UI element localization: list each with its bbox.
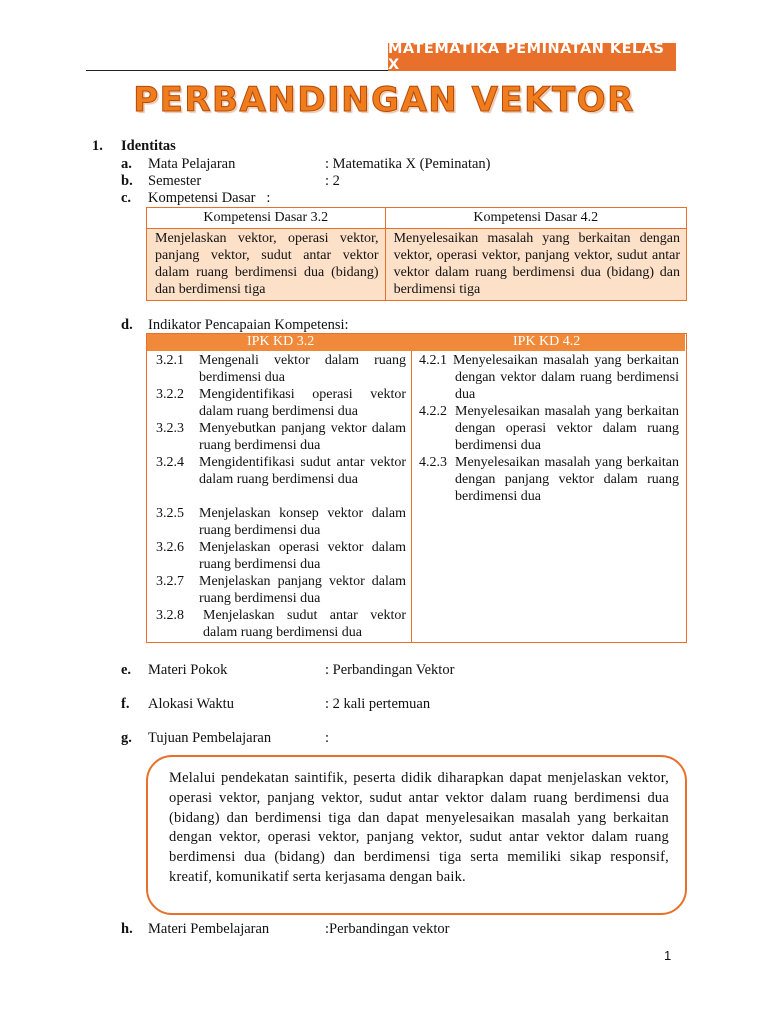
ipk-item-number: 3.2.3 xyxy=(156,421,184,436)
ipk-item-number: 3.2.1 xyxy=(156,353,184,368)
materi-pokok-value: : Perbandingan Vektor xyxy=(325,662,455,678)
ipk-header-row xyxy=(147,334,685,351)
ipk-item-number: 3.2.8 xyxy=(156,608,184,623)
ipk-item-3-2-5 xyxy=(156,505,408,539)
item-letter-f: f. xyxy=(121,696,130,712)
materi-pokok-label: Materi Pokok xyxy=(148,662,228,678)
ipk-item-text: Mengidentifikasi operasi vektor dalam ruang berdimensi dua xyxy=(199,387,406,419)
ipk-item-text: Menyelesaikan masalah yang berkaitan dengan operasi vektor dalam ruang berdimensi dua xyxy=(455,404,679,453)
ipk-item-3-2-1 xyxy=(156,352,408,386)
header-rule xyxy=(86,70,390,71)
ipk-item-text: Menjelaskan sudut antar vektor dalam ruang berdimensi dua xyxy=(203,608,406,640)
ipk-item-text: Mengenali vektor dalam ruang berdimensi dua xyxy=(199,353,406,385)
item-letter-c: c. xyxy=(121,190,132,206)
ipk-item-3-2-4 xyxy=(156,454,408,505)
page-number: 1 xyxy=(664,948,672,963)
tujuan-colon: : xyxy=(325,730,330,746)
ipk-item-number: 3.2.7 xyxy=(156,574,184,589)
section-heading: Identitas xyxy=(121,138,176,154)
ipk-item-text: Menjelaskan konsep vektor dalam ruang berdimensi dua xyxy=(199,506,406,538)
semester-value: : 2 xyxy=(325,173,340,189)
alokasi-waktu-label: Alokasi Waktu xyxy=(148,696,234,712)
ipk-item-3-2-7 xyxy=(156,573,408,607)
ipk-item-4-2-2 xyxy=(419,403,681,454)
ipk-item-text: Mengidentifikasi sudut antar vektor dalam ruang berdimensi dua xyxy=(199,455,406,487)
subject-tag: MATEMATIKA PEMINATAN KELAS X xyxy=(388,43,676,71)
ipk-item-text: Menyebutkan panjang vektor dalam ruang berdimensi dua xyxy=(199,421,406,453)
ipk-item-4-2-1 xyxy=(419,352,681,403)
item-letter-a: a. xyxy=(121,156,132,172)
ipk-item-number: 4.2.3 xyxy=(419,455,447,470)
item-letter-b: b. xyxy=(121,173,133,189)
ipk-item-text: Menjelaskan operasi vektor dalam ruang berdimensi dua xyxy=(199,540,406,572)
ipk-item-number: 3.2.2 xyxy=(156,387,184,402)
tujuan-box xyxy=(146,755,687,915)
ipk-item-4-2-3 xyxy=(419,454,681,505)
ipk-item-3-2-8 xyxy=(156,607,408,641)
ipk-item-number: 3.2.5 xyxy=(156,506,184,521)
semester-label: Semester xyxy=(148,173,202,189)
ipk-item-number: 4.2.1 xyxy=(419,353,447,368)
page-title: PERBANDINGAN VEKTOR xyxy=(133,80,635,120)
item-letter-h: h. xyxy=(121,921,133,937)
mata-pelajaran-value: : Matematika X (Peminatan) xyxy=(325,156,491,172)
ipk-item-number: 3.2.6 xyxy=(156,540,184,555)
mata-pelajaran-label: Mata Pelajaran xyxy=(148,156,236,172)
kd-4-2-header: Kompetensi Dasar 4.2 xyxy=(385,208,686,229)
item-letter-g: g. xyxy=(121,730,132,746)
item-letter-d: d. xyxy=(121,317,133,333)
kd-3-2-header: Kompetensi Dasar 3.2 xyxy=(147,208,386,229)
kd-4-2-text: Menyelesaikan masalah yang berkaitan dengan vektor, operasi vektor, panjang vektor, sudut antar vektor dalam ruang berdimensi dua (bidang) dan berdimensi tiga xyxy=(385,229,686,301)
tujuan-text: Melalui pendekatan saintifik, peserta didik diharapkan dapat menjelaskan vektor, operasi vektor, panjang vektor, sudut antar vektor dalam ruang berdimensi dua (bidang) dan berdimensi tiga dan dapat menyelesaikan masalah yang berkaitan dengan vektor, operasi vektor, panjang vektor, sudut antar vektor dalam ruang berdimensi dua (bidang) dan berdimensi tiga serta memiliki sikap responsif, kreatif, komunikatif serta kerjasama dengan baik. xyxy=(169,770,669,885)
kompetensi-dasar-label: Kompetensi Dasar : xyxy=(148,190,271,206)
ipk-item-text: Menjelaskan panjang vektor dalam ruang berdimensi dua xyxy=(199,574,406,606)
section-number: 1. xyxy=(92,138,103,154)
ipk-item-number: 3.2.4 xyxy=(156,455,184,470)
ipk-label: Indikator Pencapaian Kompetensi: xyxy=(148,317,349,333)
materi-pembelajaran-value: :Perbandingan vektor xyxy=(325,921,450,937)
tujuan-label: Tujuan Pembelajaran xyxy=(148,730,272,746)
ipk-item-text: Menyelesaikan masalah yang berkaitan dengan panjang vektor dalam ruang berdimensi dua xyxy=(455,455,679,504)
ipk-item-text: Menyelesaikan masalah yang berkaitan dengan vektor dalam ruang berdimensi dua xyxy=(453,353,679,402)
ipk-kd-3-2-header: IPK KD 3.2 xyxy=(247,334,315,349)
ipk-item-3-2-3 xyxy=(156,420,408,454)
ipk-item-3-2-6 xyxy=(156,539,408,573)
alokasi-waktu-value: : 2 kali pertemuan xyxy=(325,696,431,712)
ipk-item-3-2-2 xyxy=(156,386,408,420)
item-letter-e: e. xyxy=(121,662,132,678)
ipk-table xyxy=(146,333,687,643)
ipk-column-divider xyxy=(411,351,412,642)
ipk-kd-4-2-header: IPK KD 4.2 xyxy=(513,334,581,349)
kompetensi-dasar-table xyxy=(146,207,687,301)
ipk-item-number: 4.2.2 xyxy=(419,404,447,419)
kd-3-2-text: Menjelaskan vektor, operasi vektor, panjang vektor, sudut antar vektor dalam ruang berdimensi dua (bidang) dan berdimensi tiga xyxy=(147,229,386,301)
materi-pembelajaran-label: Materi Pembelajaran xyxy=(148,921,270,937)
